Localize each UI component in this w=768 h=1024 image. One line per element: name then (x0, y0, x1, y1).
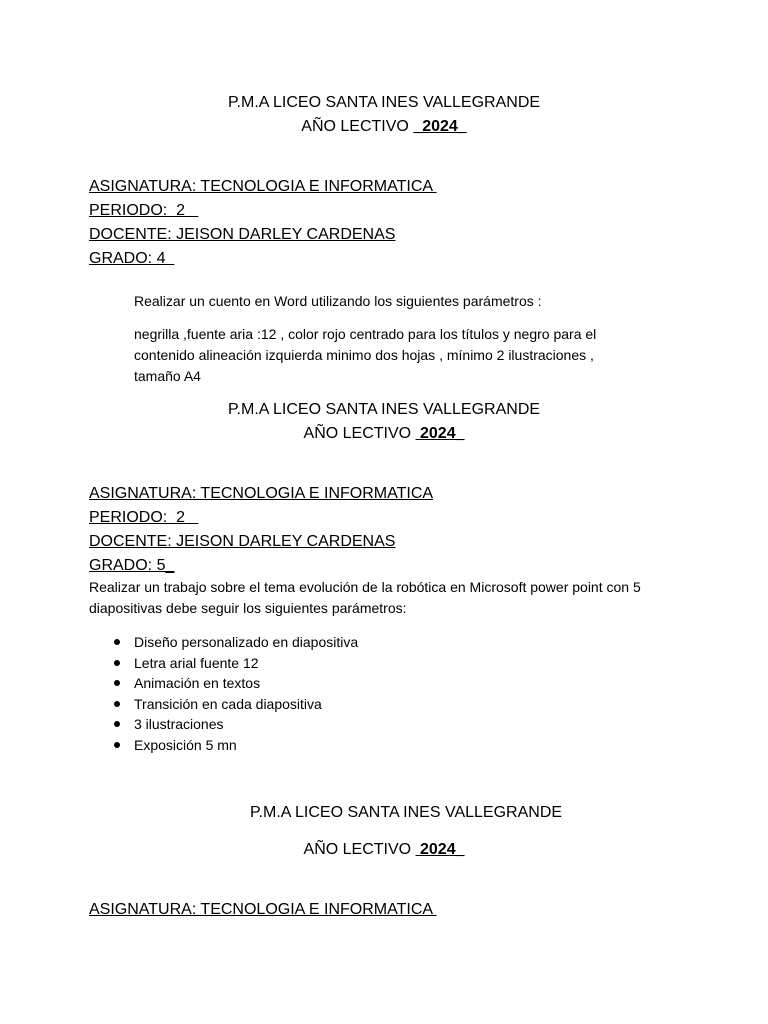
grade-line: GRADO: 4 (89, 250, 175, 267)
bullet-icon (114, 742, 120, 748)
list-item (89, 632, 358, 653)
school-year-value: 2024_ (415, 841, 465, 858)
bullet-icon (114, 660, 120, 666)
list-item-text: 3 ilustraciones (134, 716, 224, 733)
assignment-parameters: negrilla ,fuente aria :12 , color rojo centrado para los títulos y negro para el contenido alineación izquierda minimo dos hojas , mínimo 2 ilustraciones , tamaño A4 (134, 326, 597, 384)
school-year-label: AÑO LECTIVO (301, 118, 414, 135)
subject-line: ASIGNATURA: TECNOLOGIA E INFORMATICA (89, 901, 437, 918)
bullet-icon (114, 701, 120, 707)
list-item-text: Transición en cada diapositiva (134, 695, 322, 712)
subject-line: ASIGNATURA: TECNOLOGIA E INFORMATICA (89, 485, 434, 502)
list-item (89, 735, 358, 756)
list-item-text: Animación en textos (134, 675, 261, 692)
school-name-heading: P.M.A LICEO SANTA INES VALLEGRANDE (227, 401, 541, 418)
teacher-line: DOCENTE: JEISON DARLEY CARDENAS (89, 533, 396, 550)
school-year-value: _2024_ (413, 118, 467, 135)
grade-line: GRADO: 5_ (89, 557, 175, 574)
school-name-heading: P.M.A LICEO SANTA INES VALLEGRANDE (227, 94, 541, 111)
period-line: PERIODO: 2 (89, 202, 199, 219)
assignment-instruction: Realizar un cuento en Word utilizando los siguientes parámetros : (134, 293, 542, 309)
bullet-icon (114, 639, 120, 645)
list-item-text: Exposición 5 mn (134, 736, 237, 753)
teacher-line: DOCENTE: JEISON DARLEY CARDENAS (89, 226, 396, 243)
assignment-instruction: Realizar un trabajo sobre el tema evolución de la robótica en Microsoft power point con 5 diapositivas debe seguir los siguientes parámetros: (89, 579, 641, 616)
period-line: PERIODO: 2 (89, 509, 199, 526)
parameter-list (89, 632, 358, 756)
school-year-label: AÑO LECTIVO (303, 841, 416, 858)
school-year-heading (0, 842, 768, 858)
list-item (89, 673, 358, 694)
subject-line: ASIGNATURA: TECNOLOGIA E INFORMATICA (89, 178, 437, 195)
list-item (89, 694, 358, 715)
list-item-text: Letra arial fuente 12 (134, 654, 259, 671)
school-year-label: AÑO LECTIVO (303, 425, 416, 442)
bullet-icon (114, 680, 120, 686)
school-year-value: 2024_ (415, 425, 465, 442)
list-item (89, 714, 358, 735)
school-name-heading: P.M.A LICEO SANTA INES VALLEGRANDE (249, 804, 563, 821)
bullet-icon (114, 721, 120, 727)
school-year-heading (0, 119, 768, 135)
list-item-text: Diseño personalizado en diapositiva (134, 634, 359, 650)
school-year-heading (0, 426, 768, 442)
list-item (89, 653, 358, 674)
